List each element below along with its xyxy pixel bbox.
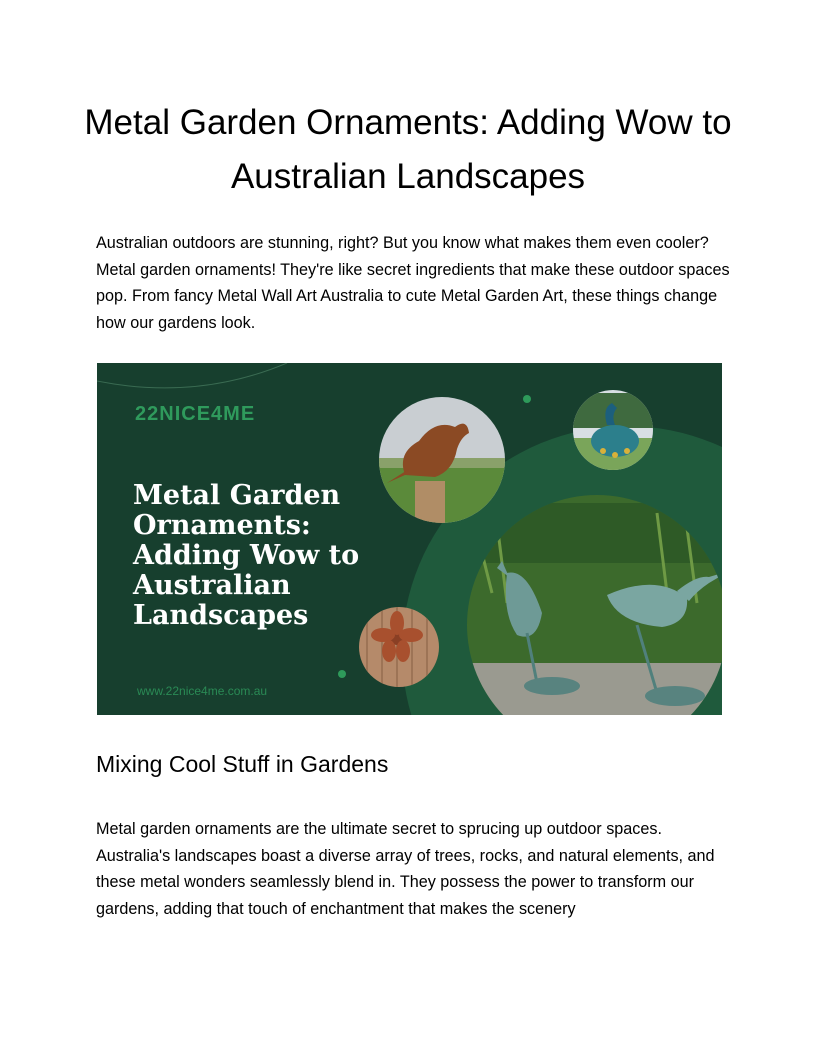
accent-dot [523,395,531,403]
section-paragraph: Metal garden ornaments are the ultimate secret to sprucing up outdoor spaces. Australia's landscapes boast a diverse array of trees, rocks, and natural elements, and these metal wonders seamlessly blend in. They possess the power to transform our gardens, adding that touch of enchantment that makes the scenery [96,820,715,919]
decorative-arc [97,363,287,388]
banner-website-url: www.22nice4me.com.au [137,684,268,698]
section-heading: Mixing Cool Stuff in Gardens [96,751,389,777]
accent-dot [338,670,346,678]
page-title: Metal Garden Ornaments: Adding Wow to Australian Landscapes [84,103,732,196]
banner-image [97,363,722,715]
brand-logo: 22NICE4ME [135,403,256,425]
banner-title: Metal Garden Ornaments: Adding Wow to Australian Landscapes [133,480,360,631]
intro-paragraph: Australian outdoors are stunning, right? But you know what makes them even cooler? Metal garden ornaments! They're like secret ingredients that make these outdoor spaces pop. From fancy Metal Wall Art Australia to cute Metal Garden Art, these things change how our gardens look. [96,234,730,333]
